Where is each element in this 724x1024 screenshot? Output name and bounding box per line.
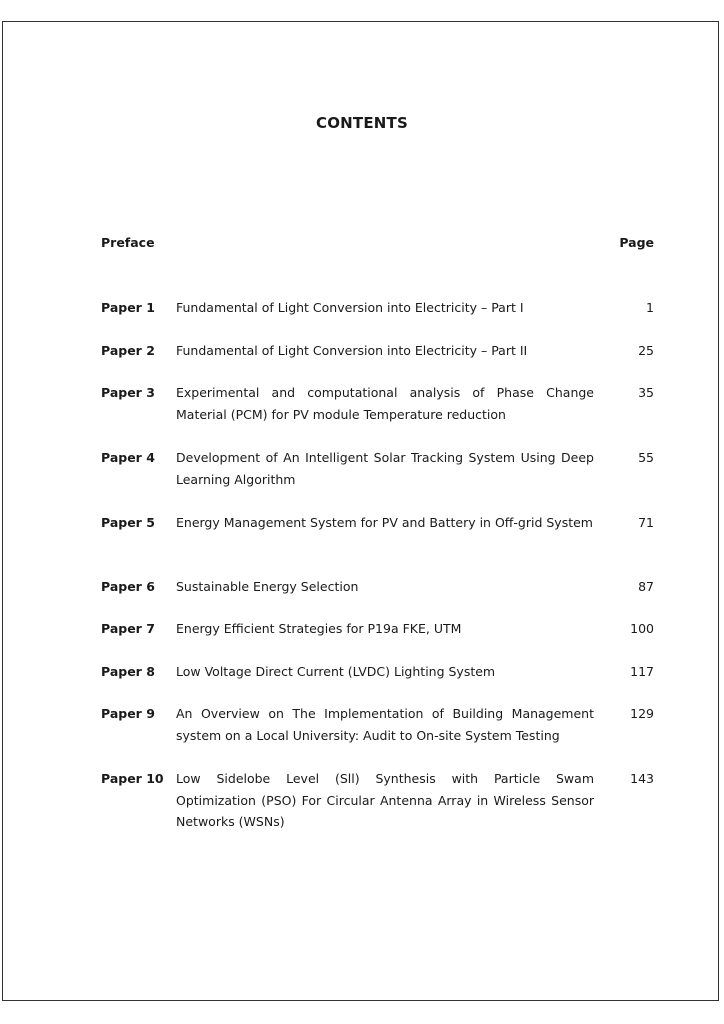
toc-entry-label: Paper 2: [101, 343, 155, 358]
toc-entry-label: Paper 7: [101, 621, 155, 636]
page-title: CONTENTS: [316, 114, 408, 132]
toc-entry-page: 25: [638, 343, 654, 358]
preface-heading: Preface: [101, 235, 155, 250]
toc-entry-label: Paper 10: [101, 771, 164, 786]
toc-entry-title: Energy Efficient Strategies for P19a FKE, UTM: [176, 621, 462, 636]
toc-entry-label: Paper 5: [101, 515, 155, 530]
toc-entry-label: Paper 4: [101, 450, 155, 465]
toc-entry-page: 100: [630, 621, 654, 636]
page-border: [2, 21, 719, 1001]
toc-entry-title: Experimental and computational analysis of Phase Change Material (PCM) for PV module Temperature reduction: [176, 385, 594, 422]
toc-entry-page: 129: [630, 706, 654, 721]
toc-entry-title: Fundamental of Light Conversion into Electricity – Part I: [176, 300, 524, 315]
toc-entry-page: 35: [638, 385, 654, 400]
toc-entry-label: Paper 6: [101, 579, 155, 594]
page-column-heading: Page: [619, 235, 654, 250]
toc-entry-title: Low Voltage Direct Current (LVDC) Lighting System: [176, 664, 496, 679]
toc-entry-title: Sustainable Energy Selection: [176, 579, 359, 594]
toc-entry-title: Fundamental of Light Conversion into Electricity – Part II: [176, 343, 528, 358]
toc-entry-page: 143: [630, 771, 654, 786]
toc-entry-title: Low Sidelobe Level (Sll) Synthesis with Particle Swam Optimization (PSO) For Circular Antenna Array in Wireless Sensor Networks (WSNs): [176, 771, 594, 829]
toc-entry-label: Paper 3: [101, 385, 155, 400]
toc-entry-page: 55: [638, 450, 654, 465]
toc-entry-label: Paper 8: [101, 664, 155, 679]
toc-entry-title: Energy Management System for PV and Battery in Off-grid System: [176, 515, 593, 530]
toc-entry-title: Development of An Intelligent Solar Tracking System Using Deep Learning Algorithm: [176, 450, 594, 487]
toc-entry-title: An Overview on The Implementation of Building Management system on a Local University: Audit to On-site System Testing: [176, 706, 594, 743]
toc-entry-page: 117: [630, 664, 654, 679]
toc-entry-page: 71: [638, 515, 654, 530]
toc-entry-page: 1: [646, 300, 654, 315]
toc-entry-page: 87: [638, 579, 654, 594]
toc-entry-label: Paper 9: [101, 706, 155, 721]
toc-entry-label: Paper 1: [101, 300, 155, 315]
